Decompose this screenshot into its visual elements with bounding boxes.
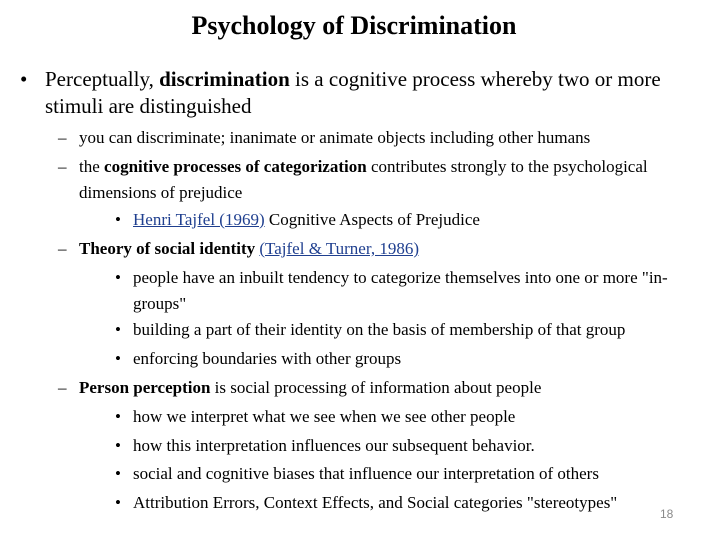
main-bullet-text xyxy=(45,66,710,120)
main-bullet-part-a: Perceptually, xyxy=(45,67,160,91)
text-part: contributes strongly to the psychological dimensions of prejudice xyxy=(79,157,648,202)
tajfel-1969-link[interactable]: Henri Tajfel (1969) xyxy=(133,210,265,229)
text-part: is social processing of information about people xyxy=(210,378,542,397)
main-bullet-bold: discrimination xyxy=(159,67,290,91)
tajfel-turner-1986-link[interactable]: (Tajfel & Turner, 1986) xyxy=(259,239,419,258)
bullet-marker: • xyxy=(115,436,121,455)
dash-marker: – xyxy=(58,128,67,147)
sub-bullet-text xyxy=(79,154,709,206)
sub-sub-bullet-text: building a part of their identity on the basis of membership of that group xyxy=(133,320,626,339)
bullet-marker: • xyxy=(115,464,121,483)
sub-sub-bullet-text: Attribution Errors, Context Effects, and Social categories "stereotypes" xyxy=(133,493,618,512)
sub-bullet-text xyxy=(79,236,709,262)
sub-bullet-text: you can discriminate; inanimate or animate objects including other humans xyxy=(79,128,591,147)
slide-title: Psychology of Discrimination xyxy=(191,11,517,40)
dash-marker: – xyxy=(58,157,67,176)
bullet-marker: • xyxy=(115,349,121,368)
text-part: Cognitive Aspects of Prejudice xyxy=(264,210,480,229)
dash-marker: – xyxy=(58,378,67,397)
sub-sub-bullet-text: how this interpretation influences our subsequent behavior. xyxy=(133,436,535,455)
sub-bullet-text xyxy=(79,375,709,401)
bold-part: cognitive processes of categorization xyxy=(104,157,367,176)
bold-part: Theory of social identity xyxy=(79,239,256,258)
sub-sub-bullet-text: people have an inbuilt tendency to categorize themselves into one or more "in-groups" xyxy=(133,268,668,313)
text-part: the xyxy=(79,157,105,176)
bullet-marker: • xyxy=(115,493,121,512)
bullet-marker: • xyxy=(115,268,121,287)
main-bullet-part-c: is a cognitive process whereby two or more stimuli are distinguished xyxy=(45,67,661,118)
sub-sub-bullet-text xyxy=(133,207,705,233)
bullet-marker: • xyxy=(115,407,121,426)
bullet-marker: • xyxy=(20,67,28,91)
page-number: 18 xyxy=(660,507,674,521)
bullet-marker: • xyxy=(115,320,121,339)
dash-marker: – xyxy=(58,239,67,258)
sub-sub-bullet-text: social and cognitive biases that influence our interpretation of others xyxy=(133,464,599,483)
sub-sub-bullet-text: enforcing boundaries with other groups xyxy=(133,349,402,368)
bold-part: Person perception xyxy=(79,378,211,397)
bullet-marker: • xyxy=(115,210,121,229)
sub-sub-bullet-text: how we interpret what we see when we see other people xyxy=(133,407,516,426)
